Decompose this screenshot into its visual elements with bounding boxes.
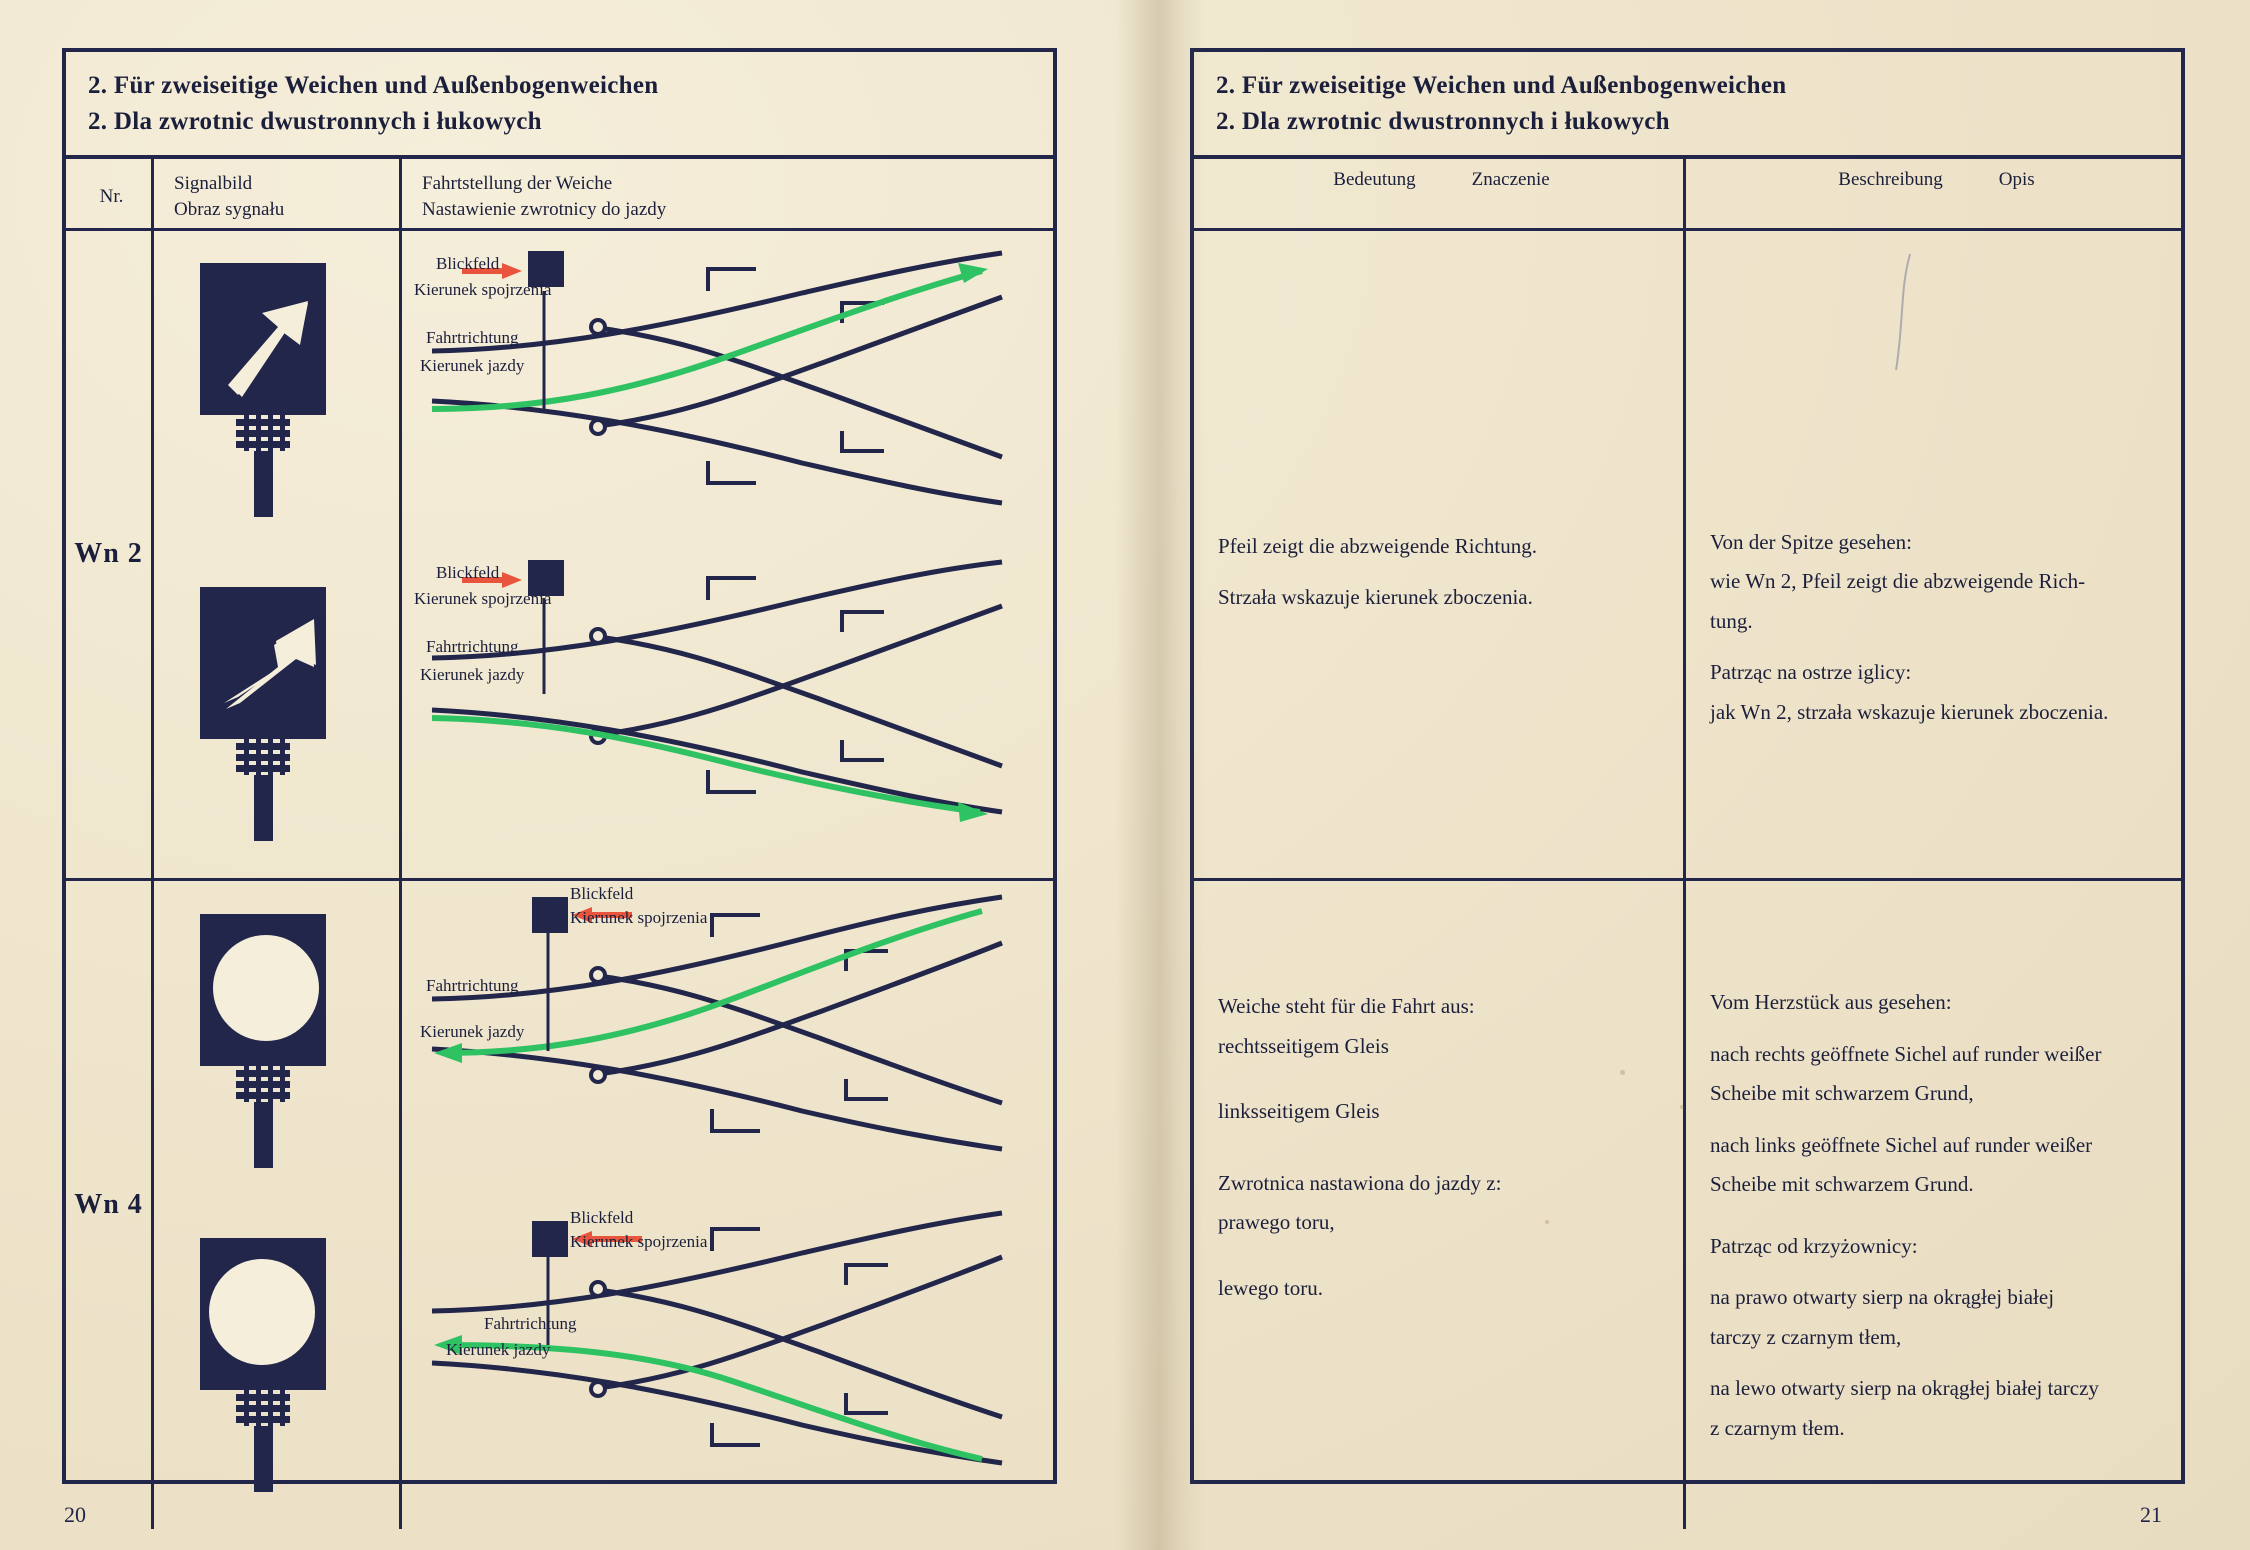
table-row [66, 231, 1053, 882]
signal-plate-wn2-right [154, 231, 399, 555]
beschreibung-line: wie Wn 2, Pfeil zeigt die abzweigende Rich- [1710, 569, 2086, 593]
label-fahrtrichtung-pl: Kierunek jazdy [420, 355, 525, 375]
column-header-nr: Nr. [66, 159, 154, 228]
label-blickfeld-pl: Kierunek spojrzenia [414, 589, 552, 609]
left-page-table [62, 48, 1057, 1484]
table-row [66, 881, 1053, 1529]
row-diagram-cell [402, 231, 1053, 879]
beschreibung-line: jak Wn 2, strzała wskazuje kierunek zboczenia. [1710, 699, 2109, 724]
left-column-headers [66, 159, 1053, 231]
diagram-wn4-lower [402, 1205, 1053, 1529]
beschreibung-text-wn4 [1710, 987, 2163, 1444]
beschreibung-text-wn2 [1710, 527, 2163, 729]
label-blickfeld-de: Blickfeld [570, 1207, 634, 1227]
beschreibung-line: Scheibe mit schwarzem Grund. [1710, 1172, 1974, 1196]
diagram-wn4-upper [402, 881, 1053, 1205]
label-fahrtrichtung-de: Fahrtrichtung [426, 976, 519, 995]
beschreibung-line: Vom Herzstück aus gesehen: [1710, 990, 1952, 1014]
left-header-line-pl: 2. Dla zwrotnic dwustronnych i łukowych [88, 108, 542, 136]
wn4-right-sign-icon [182, 908, 372, 1178]
table-row [1194, 881, 2181, 1529]
paper-speck [1620, 1070, 1625, 1075]
signal-code-label: Wn 2 [74, 538, 143, 570]
label-fahrtrichtung-pl: Kierunek jazdy [420, 1022, 525, 1041]
label-blickfeld-pl: Kierunek spojrzenia [414, 279, 552, 299]
row-signal-cell [154, 231, 402, 879]
wn2-right-sign-icon [182, 257, 372, 527]
bedeutung-line: rechtsseitigem Gleis [1218, 1033, 1389, 1058]
wn4-left-sign-icon [182, 1232, 372, 1502]
label-blickfeld-pl: Kierunek spojrzenia [570, 908, 708, 927]
left-page-header [66, 52, 1053, 159]
right-page-table [1190, 48, 2185, 1484]
paper-speck [1680, 1105, 1684, 1109]
bedeutung-line: linksseitigem Gleis [1218, 1099, 1380, 1123]
label-fahrtrichtung-de: Fahrtrichtung [484, 1313, 577, 1333]
column-header-beschreibung: Beschreibung Opis [1838, 168, 2035, 190]
bedeutung-line: Strzała wskazuje kierunek zboczenia. [1218, 585, 1533, 609]
beschreibung-line: tung. [1710, 608, 1753, 633]
label-blickfeld-pl: Kierunek spojrzenia [570, 1231, 708, 1251]
right-header-line-de: 2. Für zweiseitige Weichen und Außenbogenweichen [1216, 72, 1787, 99]
signal-plate-wn2-left [154, 554, 399, 878]
beschreibung-line: tarczy z czarnym tłem, [1710, 1324, 1902, 1349]
signal-plate-wn4-right [154, 881, 399, 1205]
row-signal-cell [154, 881, 402, 1529]
beschreibung-cell [1686, 881, 2181, 1529]
bedeutung-text-wn4 [1218, 991, 1665, 1324]
beschreibung-line: Scheibe mit schwarzem Grund, [1710, 1081, 1974, 1105]
signal-plate-wn4-left [154, 1205, 399, 1529]
beschreibung-line: na lewo otwarty sierp na okrągłej białej tarczy [1710, 1376, 2099, 1400]
bedeutung-cell [1194, 231, 1686, 879]
beschreibung-line: na prawo otwarty sierp na okrągłej białej [1710, 1285, 2055, 1309]
bedeutung-line: lewego toru. [1218, 1275, 1323, 1300]
beschreibung-line: Patrząc na ostrze iglicy: [1710, 660, 1912, 684]
beschreibung-line: nach rechts geöffnete Sichel auf runder weißer [1710, 1041, 2102, 1066]
diagram-wn2-lower [402, 554, 1053, 878]
table-row [1194, 231, 2181, 882]
wn2-left-sign-icon [182, 581, 372, 851]
page-number-right: 21 [2140, 1502, 2162, 1527]
right-table-body [1194, 231, 2181, 1529]
column-header-bedeutung: Bedeutung Znaczenie [1194, 159, 1686, 228]
label-fahrtrichtung-de: Fahrtrichtung [426, 637, 519, 657]
diagram-wn2-upper [402, 231, 1053, 555]
label-blickfeld-de: Blickfeld [436, 253, 500, 273]
beschreibung-line: z czarnym tłem. [1710, 1415, 1845, 1440]
right-column-headers [1194, 159, 2181, 231]
label-fahrtrichtung-de: Fahrtrichtung [426, 327, 519, 347]
signal-code-label: Wn 4 [74, 1188, 143, 1220]
bedeutung-line: Zwrotnica nastawiona do jazdy z: [1218, 1170, 1502, 1195]
bedeutung-line: Weiche steht für die Fahrt aus: [1218, 994, 1475, 1018]
label-blickfeld-de: Blickfeld [570, 884, 634, 903]
row-nr-cell [66, 231, 154, 879]
label-fahrtrichtung-pl: Kierunek jazdy [446, 1339, 551, 1359]
left-table-body [66, 231, 1053, 1529]
bedeutung-line: prawego toru, [1218, 1210, 1335, 1234]
ink-smudge-mark [1880, 250, 1940, 380]
bedeutung-text-wn2 [1218, 531, 1665, 634]
row-nr-cell [66, 881, 154, 1529]
right-header-line-pl: 2. Dla zwrotnic dwustronnych i łukowych [1216, 108, 1670, 136]
row-diagram-cell [402, 881, 1053, 1529]
beschreibung-line: Von der Spitze gesehen: [1710, 529, 1912, 554]
column-header-fahrtstellung: Fahrtstellung der Weiche Nastawienie zwrotnicy do jazdy [422, 173, 667, 220]
right-page-header [1194, 52, 2181, 159]
bedeutung-cell [1194, 881, 1686, 1529]
page-number-left: 20 [64, 1502, 86, 1527]
bedeutung-line: Pfeil zeigt die abzweigende Richtung. [1218, 533, 1537, 558]
beschreibung-line: Patrząc od krzyżownicy: [1710, 1233, 1918, 1258]
column-header-signal: Signalbild Obraz sygnału [154, 159, 402, 228]
beschreibung-line: nach links geöffnete Sichel auf runder weißer [1710, 1132, 2093, 1157]
paper-speck [1545, 1220, 1549, 1224]
label-fahrtrichtung-pl: Kierunek jazdy [420, 665, 525, 685]
left-header-line-de: 2. Für zweiseitige Weichen und Außenbogenweichen [88, 72, 659, 99]
label-blickfeld-de: Blickfeld [436, 563, 500, 583]
